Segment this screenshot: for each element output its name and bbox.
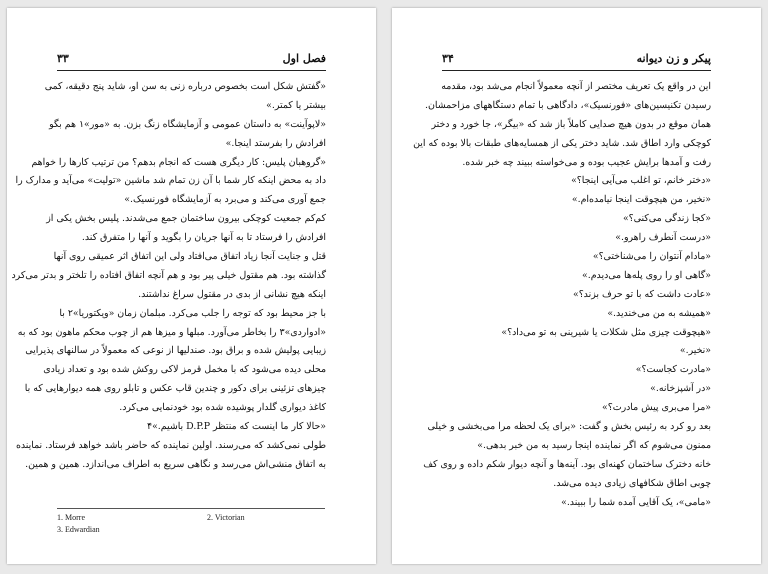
text-line: افرادش را بفرستد اینجا.» — [225, 137, 326, 149]
text-line: خانه دخترک ساختمان کهنه‌ای بود. آینه‌ها و آنچه دیوار شکم داده و روی کف — [423, 458, 711, 470]
text-line: «حالا کار ما اینست که منتظر D.P.P باشیم.»۴ — [147, 421, 326, 433]
text-line: طولی نمی‌کشد که می‌رسند. اولین نماینده که حاضر باشد خواهد فرستاد. نماینده — [15, 439, 326, 451]
right-page-text — [413, 78, 711, 512]
text-line: «هیچوقت چیزی مثل شکلات یا شیرینی به تو می‌داد؟» — [501, 326, 711, 338]
book-title: پیکر و زن دیوانه — [636, 52, 711, 65]
chapter-title: فصل اول — [282, 52, 326, 65]
text-line: «عادت داشت که با تو حرف بزند؟» — [572, 288, 711, 300]
text-line: جمع آوری می‌کند و می‌برد به آزمایشگاه فورنسیک.» — [124, 194, 326, 206]
right-page-header — [442, 52, 711, 71]
text-line: رفت و آمدها برایش عجیب بوده و می‌خواسته ببیند چه خبر شده. — [462, 156, 711, 168]
text-line: «مادام آنتوان را می‌شناختی؟» — [592, 251, 711, 263]
text-line: چوبی اطاق شکافهای زیادی دیده می‌شد. — [553, 477, 711, 489]
text-line: به اتفاق منشی‌اش می‌رسد و نگاهی سریع به اطراف می‌اندازد. همین و همین. — [25, 458, 326, 470]
text-line: «گفتش شکل است بخصوص درباره زنی به سن او، شاید پنج دقیقه، کمی — [44, 81, 326, 92]
text-line: «گروهبان پلیس: کار دیگری هست که انجام بدهم؟ من ترتیب کارها را خواهم — [31, 156, 326, 168]
footnote-row — [57, 525, 325, 537]
text-line: «همیشه به من می‌خندید.» — [607, 307, 711, 319]
text-line: با جز محیط بود که توجه را جلب می‌کرد. مبلمان زمان «ویکتوریا»۲ با — [59, 307, 326, 319]
text-line: محلی دیده می‌شود که با مخمل قرمز لاکی روکش شده بود و تعداد زیادی — [43, 364, 326, 376]
page-number: ۳۴ — [442, 52, 454, 65]
footnote-rule — [57, 508, 325, 509]
text-line: «دختر خانم، تو اغلب می‌آیی اینجا؟» — [571, 175, 711, 187]
text-line: همان موقع در بدون هیچ صدایی کاملاً باز شد که «بیگر»، جا خورد و دختر — [431, 118, 711, 130]
left-page — [7, 8, 376, 564]
text-line: کوچکی وارد اطاق شد. شاید دختر یکی از همسایه‌های طبقات بالا بوده که این — [413, 137, 711, 149]
text-line: رسیدن تکنیسین‌های «فورنسیک»، دادگاهی با تمام دستگاههای مزاحمشان. — [425, 99, 711, 111]
text-line: داد به محض اینکه کار شما با آن زن تمام شد ماشین «تولیت» می‌آید و مدارک را — [15, 175, 326, 187]
footnotes — [57, 508, 325, 537]
text-line: افرادش را فرستاد تا به آنها جریان را بگوید و آنها را متفرق کند. — [81, 232, 326, 244]
text-line: زیبایی پولیش شده و براق بود. صندلیها از نوعی که معمولاً در سالنهای پذیرایی — [25, 345, 326, 357]
left-page-text — [11, 78, 326, 475]
text-line: قتل و جنایت آنجا زیاد اتفاق می‌افتاد ولی این اتفاق اثر عمیقی روی آنها — [53, 251, 326, 263]
text-line: «نخیر.» — [679, 345, 711, 357]
text-line: ممنون می‌شوم که اگر نماینده اینجا رسید به من خبر بدهی.» — [477, 439, 711, 451]
text-line: چیزهای تزئینی برای دکور و چندین قاب عکس و تابلو روی همه دیوارهایی که با — [24, 383, 326, 395]
text-line: «نخیر، من هیچوقت اینجا نیامده‌ام.» — [571, 194, 711, 206]
text-line: «مامی»، یک آقایی آمده شما را ببیند.» — [561, 496, 711, 508]
footnote-2: 2. Victorian — [207, 513, 245, 522]
text-line: گذاشته بود. هم مقتول خیلی پیر بود و هم آنچه اتفاق افتاده را تلختر و بدتر می‌کرد — [11, 269, 326, 281]
text-line: «ادواردی»۳ را بخاطر می‌آورد. مبلها و میزها هم از چوب محکم ماهون بود که به — [17, 326, 326, 338]
text-line: «کجا زندگی می‌کنی؟» — [622, 213, 711, 225]
text-line: «گاهی او را روی پله‌ها می‌دیدم.» — [582, 269, 711, 281]
left-page-header — [57, 52, 326, 71]
footnote-row — [57, 513, 325, 525]
text-line: «درست آنطرف راهرو.» — [615, 232, 711, 244]
text-line: کاغذ دیواری گلدار پوشیده شده بود خودنمایی می‌کرد. — [119, 402, 326, 414]
text-line: بیشتر یا کمتر.» — [266, 99, 326, 111]
text-line: «مادرت کجاست؟» — [635, 364, 711, 376]
footnote-1: 1. Morre — [57, 513, 85, 522]
text-line: «لاپوآینت» به داستان عمومی و آزمایشگاه زنگ بزن. به «مور»۱ هم بگو — [49, 118, 326, 130]
page-number: ۳۳ — [57, 52, 69, 65]
text-line: این در واقع یک تعریف مختصر از آنچه معمولاً انجام می‌شد بود، مقدمه — [441, 81, 711, 92]
footnote-3: 3. Edwardian — [57, 525, 100, 534]
text-line: «مرا می‌بری پیش مادرت؟» — [602, 402, 711, 414]
text-line: بعد رو کرد به رئیس بخش و گفت: «برای یک لحظه مرا می‌بخشی و خیلی — [427, 421, 711, 433]
right-page — [392, 8, 761, 564]
text-line: کم‌کم جمعیت کوچکی بیرون ساختمان جمع می‌شدند. پلیس بخش یکی از — [46, 213, 326, 225]
text-line: اینکه هیچ نشانی از بدی در مقتول سراغ نداشتند. — [138, 288, 326, 300]
text-line: «در آشپزخانه.» — [650, 383, 711, 395]
